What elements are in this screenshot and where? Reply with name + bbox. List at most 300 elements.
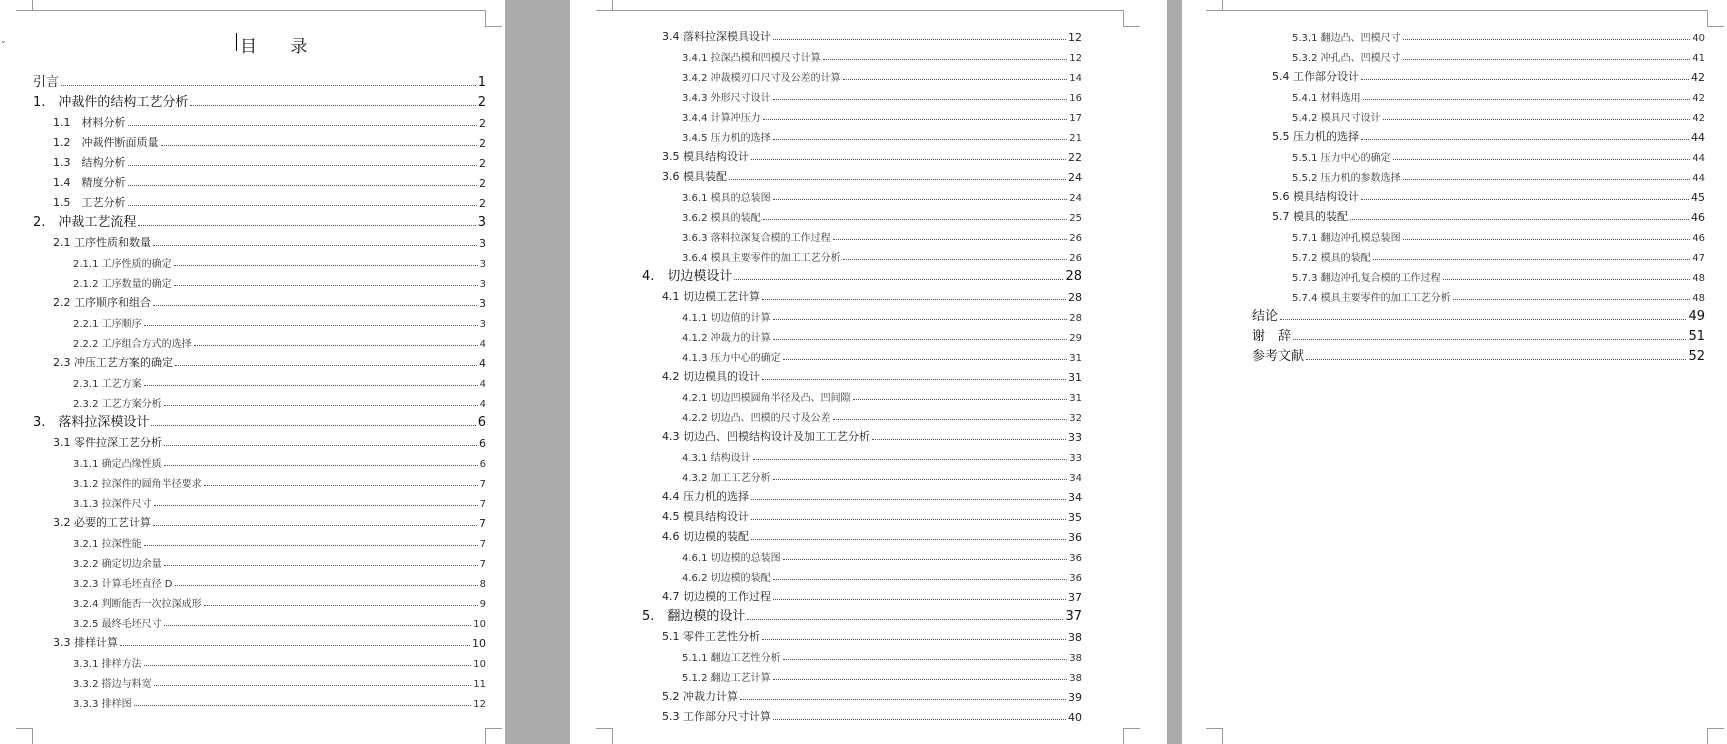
toc-dot-leader bbox=[1393, 159, 1691, 160]
crop-mark-top-left-icon bbox=[16, 0, 33, 11]
toc-dot-leader bbox=[144, 545, 478, 546]
toc-entry[interactable] bbox=[1252, 306, 1705, 324]
toc-dot-leader bbox=[853, 399, 1068, 400]
crop-mark-top-left-icon bbox=[596, 0, 613, 11]
toc-entry-page-number: 24 bbox=[1068, 171, 1082, 184]
toc-entry-page-number: 34 bbox=[1069, 473, 1082, 484]
toc-entry[interactable] bbox=[73, 572, 486, 590]
toc-entry[interactable] bbox=[662, 146, 1082, 164]
toc-entry-title: 4.1 切边模工艺计算 bbox=[662, 290, 760, 303]
toc-entry-page-number: 40 bbox=[1068, 711, 1082, 724]
toc-dot-leader bbox=[1361, 199, 1689, 200]
toc-entry-title: 3.2.3 计算毛坯直径 D bbox=[73, 579, 173, 590]
toc-entry[interactable] bbox=[53, 232, 486, 250]
toc-entry[interactable] bbox=[1292, 226, 1705, 244]
toc-entry[interactable] bbox=[662, 706, 1082, 724]
toc-entry-page-number: 14 bbox=[1069, 73, 1082, 84]
toc-dot-leader bbox=[174, 285, 478, 286]
toc-entry-title: 3.2.1 拉深性能 bbox=[73, 539, 142, 550]
toc-entry-title: 4.2.2 切边凸、凹模的尺寸及公差 bbox=[682, 413, 831, 424]
toc-entry-title: 1.4 精度分析 bbox=[53, 176, 126, 189]
toc-entry-title: 3.6 模具装配 bbox=[662, 170, 727, 183]
toc-entry-title: 4.3.2 加工工艺分析 bbox=[682, 473, 771, 484]
toc-entry-page-number: 10 bbox=[472, 637, 486, 650]
toc-entry-page-number: 3 bbox=[479, 237, 486, 250]
toc-entry[interactable] bbox=[682, 306, 1082, 324]
toc-entry-page-number: 39 bbox=[1068, 691, 1082, 704]
toc-entry-page-number: 10 bbox=[473, 619, 486, 630]
toc-entry[interactable] bbox=[662, 686, 1082, 704]
toc-entry-page-number: 31 bbox=[1069, 393, 1082, 404]
toc-entry-title: 4.1.2 冲裁力的计算 bbox=[682, 333, 771, 344]
toc-entry-page-number: 33 bbox=[1069, 453, 1082, 464]
toc-dot-leader bbox=[751, 159, 1066, 160]
toc-entry[interactable] bbox=[33, 92, 486, 110]
toc-dot-leader bbox=[1403, 39, 1691, 40]
toc-entry-title: 3.4 落料拉深模具设计 bbox=[662, 30, 771, 43]
toc-entry[interactable] bbox=[682, 66, 1082, 84]
toc-entry[interactable] bbox=[53, 512, 486, 530]
toc-entry-page-number: 6 bbox=[477, 415, 486, 430]
crop-mark-bottom-right-icon bbox=[1123, 728, 1140, 744]
toc-dot-leader bbox=[753, 459, 1068, 460]
toc-entry-page-number: 44 bbox=[1692, 153, 1705, 164]
toc-entry[interactable] bbox=[662, 506, 1082, 524]
toc-entry-title: 2.2 工序顺序和组合 bbox=[53, 296, 151, 309]
toc-entry-page-number: 41 bbox=[1692, 53, 1705, 64]
toc-dot-leader bbox=[134, 705, 472, 706]
toc-entry[interactable] bbox=[662, 486, 1082, 504]
toc-entry-title: 3.4.2 冲裁模刃口尺寸及公差的计算 bbox=[682, 73, 841, 84]
toc-entry-page-number: 31 bbox=[1069, 353, 1082, 364]
toc-entry-title: 3.3.3 排样图 bbox=[73, 699, 132, 710]
toc-dot-leader bbox=[1443, 279, 1691, 280]
crop-mark-top-right-icon bbox=[1707, 10, 1724, 27]
toc-entry[interactable] bbox=[642, 266, 1082, 284]
toc-entry-page-number: 2 bbox=[479, 137, 486, 150]
toc-dot-leader bbox=[740, 699, 1066, 700]
toc-dot-leader bbox=[773, 99, 1068, 100]
toc-dot-leader bbox=[61, 85, 476, 86]
toc-entry-page-number: 28 bbox=[1065, 269, 1082, 284]
toc-dot-leader bbox=[164, 405, 478, 406]
toc-entry-title: 4.6.2 切边模的装配 bbox=[682, 573, 771, 584]
toc-entry[interactable] bbox=[33, 72, 486, 90]
toc-entry-page-number: 3 bbox=[477, 215, 486, 230]
toc-entry[interactable] bbox=[682, 566, 1082, 584]
toc-entry-title: 5.3.1 翻边凸、凹模尺寸 bbox=[1292, 33, 1401, 44]
toc-entry[interactable] bbox=[73, 592, 486, 610]
toc-dot-leader bbox=[1373, 259, 1691, 260]
crop-mark-bottom-left-icon bbox=[1206, 728, 1223, 744]
toc-entry[interactable] bbox=[682, 86, 1082, 104]
toc-title: 目 录 bbox=[240, 37, 322, 57]
toc-dot-leader bbox=[872, 439, 1066, 440]
toc-entry[interactable] bbox=[73, 492, 486, 510]
toc-dot-leader bbox=[773, 319, 1068, 320]
toc-entry[interactable] bbox=[1292, 266, 1705, 284]
toc-entry-title: 5.1.1 翻边工艺性分析 bbox=[682, 653, 781, 664]
toc-entry[interactable] bbox=[53, 112, 486, 130]
toc-entry-page-number: 34 bbox=[1068, 491, 1082, 504]
toc-dot-leader bbox=[1383, 119, 1691, 120]
toc-entry[interactable] bbox=[1292, 26, 1705, 44]
toc-dot-leader bbox=[174, 265, 478, 266]
toc-entry-title: 2.2.1 工序顺序 bbox=[73, 319, 142, 330]
toc-dot-leader bbox=[843, 259, 1068, 260]
toc-entry[interactable] bbox=[1292, 146, 1705, 164]
toc-entry-title: 5.6 模具结构设计 bbox=[1272, 190, 1359, 203]
toc-entry-page-number: 38 bbox=[1068, 631, 1082, 644]
toc-dot-leader bbox=[204, 485, 478, 486]
toc-entry-page-number: 47 bbox=[1692, 253, 1705, 264]
toc-dot-leader bbox=[762, 639, 1066, 640]
toc-entry[interactable] bbox=[1272, 66, 1705, 84]
toc-dot-leader bbox=[153, 305, 477, 306]
toc-entry-page-number: 37 bbox=[1068, 591, 1082, 604]
toc-entry-title: 3.2 必要的工艺计算 bbox=[53, 516, 151, 529]
toc-entry[interactable] bbox=[662, 286, 1082, 304]
toc-entry-page-number: 29 bbox=[1069, 333, 1082, 344]
toc-entry[interactable] bbox=[73, 312, 486, 330]
toc-entry-page-number: 6 bbox=[479, 459, 486, 470]
toc-entry[interactable] bbox=[1292, 166, 1705, 184]
toc-entry[interactable] bbox=[682, 666, 1082, 684]
toc-entry-page-number: 3 bbox=[479, 297, 486, 310]
toc-entry-title: 3.6.1 模具的总装图 bbox=[682, 193, 771, 204]
toc-entry-title: 4.3.1 结构设计 bbox=[682, 453, 751, 464]
toc-entry-title: 3.5 模具结构设计 bbox=[662, 150, 749, 163]
toc-entry-title: 3.2.5 最终毛坯尺寸 bbox=[73, 619, 162, 630]
toc-entry-page-number: 7 bbox=[479, 499, 486, 510]
toc-entry[interactable] bbox=[73, 332, 486, 350]
toc-dot-leader bbox=[1453, 299, 1691, 300]
toc-entry[interactable] bbox=[682, 46, 1082, 64]
toc-entry-title: 3.4.3 外形尺寸设计 bbox=[682, 93, 771, 104]
toc-dot-leader bbox=[151, 425, 475, 426]
toc-entry-title: 5.1 零件工艺性分析 bbox=[662, 630, 760, 643]
toc-entry-title: 2.2.2 工序组合方式的选择 bbox=[73, 339, 192, 350]
toc-entry[interactable] bbox=[53, 132, 486, 150]
toc-entry[interactable] bbox=[682, 206, 1082, 224]
toc-dot-leader bbox=[164, 465, 478, 466]
toc-entry-title: 3.4.4 计算冲压力 bbox=[682, 113, 761, 124]
toc-dot-leader bbox=[1280, 319, 1686, 320]
toc-entry[interactable] bbox=[1272, 186, 1705, 204]
toc-entry-title: 5.1.2 翻边工艺计算 bbox=[682, 673, 771, 684]
toc-dot-leader bbox=[164, 625, 472, 626]
toc-dot-leader bbox=[1306, 359, 1686, 360]
toc-entry-title: 3.1.3 拉深件尺寸 bbox=[73, 499, 152, 510]
toc-dot-leader bbox=[747, 619, 1063, 620]
toc-dot-leader bbox=[144, 665, 472, 666]
toc-entry-page-number: 4 bbox=[479, 379, 486, 390]
toc-entry-page-number: 45 bbox=[1691, 191, 1705, 204]
toc-entry[interactable] bbox=[73, 652, 486, 670]
toc-entry-page-number: 35 bbox=[1068, 511, 1082, 524]
toc-entry[interactable] bbox=[73, 672, 486, 690]
toc-dot-leader bbox=[1403, 179, 1691, 180]
toc-entry-page-number: 7 bbox=[479, 559, 486, 570]
page-margin-marker-icon: ⌄ bbox=[0, 36, 7, 45]
toc-entry-title: 5.4.1 材料选用 bbox=[1292, 93, 1361, 104]
toc-entry[interactable] bbox=[682, 546, 1082, 564]
toc-entry[interactable] bbox=[662, 366, 1082, 384]
toc-dot-leader bbox=[1361, 79, 1689, 80]
toc-entry-title: 2.3.1 工艺方案 bbox=[73, 379, 142, 390]
toc-entry-page-number: 7 bbox=[479, 479, 486, 490]
toc-entry-page-number: 28 bbox=[1068, 291, 1082, 304]
toc-entry[interactable] bbox=[53, 152, 486, 170]
toc-entry-title: 3.1 零件拉深工艺分析 bbox=[53, 436, 162, 449]
toc-dot-leader bbox=[1363, 99, 1691, 100]
toc-dot-leader bbox=[154, 685, 472, 686]
toc-entry-page-number: 24 bbox=[1069, 193, 1082, 204]
toc-entry[interactable] bbox=[53, 172, 486, 190]
toc-entry-page-number: 46 bbox=[1691, 211, 1705, 224]
toc-entry-page-number: 4 bbox=[479, 399, 486, 410]
toc-entry-page-number: 42 bbox=[1692, 113, 1705, 124]
toc-dot-leader bbox=[751, 539, 1066, 540]
toc-entry[interactable] bbox=[1252, 326, 1705, 344]
toc-dot-leader bbox=[762, 299, 1066, 300]
toc-entry[interactable] bbox=[73, 532, 486, 550]
toc-entry-page-number: 10 bbox=[473, 659, 486, 670]
toc-entry-page-number: 4 bbox=[479, 357, 486, 370]
toc-entry-page-number: 11 bbox=[473, 679, 486, 690]
toc-entry[interactable] bbox=[662, 586, 1082, 604]
toc-dot-leader bbox=[164, 445, 477, 446]
toc-dot-leader bbox=[763, 119, 1068, 120]
toc-entry-title: 3. 落料拉深模设计 bbox=[33, 415, 150, 430]
toc-dot-leader bbox=[128, 185, 478, 186]
toc-entry-title: 谢 辞 bbox=[1252, 329, 1292, 344]
toc-entry-title: 5. 翻边模的设计 bbox=[642, 609, 746, 624]
toc-entry-page-number: 37 bbox=[1065, 609, 1082, 624]
toc-entry-title: 3.1.2 拉深件的圆角半径要求 bbox=[73, 479, 202, 490]
toc-entry-page-number: 6 bbox=[479, 437, 486, 450]
toc-entry[interactable] bbox=[662, 426, 1082, 444]
page-top-margin-line bbox=[1223, 10, 1707, 11]
toc-dot-leader bbox=[194, 345, 478, 346]
toc-entry[interactable] bbox=[53, 432, 486, 450]
toc-entry-title: 3.3.1 排样方法 bbox=[73, 659, 142, 670]
toc-entry[interactable] bbox=[682, 466, 1082, 484]
toc-dot-leader bbox=[783, 559, 1068, 560]
toc-entry-page-number: 7 bbox=[479, 539, 486, 550]
toc-dot-leader bbox=[153, 525, 477, 526]
toc-entry-title: 2. 冲裁工艺流程 bbox=[33, 215, 137, 230]
toc-entry-page-number: 32 bbox=[1069, 413, 1082, 424]
toc-entry[interactable] bbox=[662, 26, 1082, 44]
toc-entry[interactable] bbox=[1292, 106, 1705, 124]
toc-entry-title: 1.2 冲裁件断面质量 bbox=[53, 136, 159, 149]
toc-entry[interactable] bbox=[682, 126, 1082, 144]
toc-entry-title: 3.4.5 压力机的选择 bbox=[682, 133, 771, 144]
page-top-margin-line bbox=[613, 10, 1123, 11]
toc-entry[interactable] bbox=[73, 472, 486, 490]
toc-dot-leader bbox=[1293, 339, 1686, 340]
text-cursor bbox=[236, 33, 237, 51]
toc-dot-leader bbox=[823, 59, 1068, 60]
toc-dot-leader bbox=[138, 225, 475, 226]
toc-dot-leader bbox=[734, 279, 1063, 280]
toc-entry-page-number: 2 bbox=[479, 117, 486, 130]
toc-entry[interactable] bbox=[682, 326, 1082, 344]
toc-entry-title: 4.6 切边模的装配 bbox=[662, 530, 749, 543]
toc-dot-leader bbox=[751, 519, 1066, 520]
toc-entry-page-number: 36 bbox=[1069, 573, 1082, 584]
toc-entry[interactable] bbox=[73, 612, 486, 630]
page-top-margin-line bbox=[33, 10, 485, 11]
toc-entry-title: 1. 冲裁件的结构工艺分析 bbox=[33, 95, 189, 110]
toc-entry[interactable] bbox=[53, 192, 486, 210]
toc-entry-page-number: 51 bbox=[1688, 329, 1705, 344]
crop-mark-top-right-icon bbox=[1123, 10, 1140, 27]
toc-dot-leader bbox=[773, 579, 1068, 580]
toc-entry-title: 5.5 压力机的选择 bbox=[1272, 130, 1359, 143]
toc-dot-leader bbox=[153, 245, 477, 246]
toc-entry[interactable] bbox=[642, 606, 1082, 624]
toc-entry[interactable] bbox=[682, 246, 1082, 264]
toc-entry[interactable] bbox=[662, 526, 1082, 544]
toc-entry[interactable] bbox=[662, 626, 1082, 644]
toc-entry-title: 3.3.2 搭边与料宽 bbox=[73, 679, 152, 690]
toc-dot-leader bbox=[175, 365, 477, 366]
toc-entry-page-number: 2 bbox=[477, 95, 486, 110]
toc-entry-page-number: 3 bbox=[479, 259, 486, 270]
toc-entry-page-number: 12 bbox=[1069, 53, 1082, 64]
crop-mark-bottom-left-icon bbox=[16, 728, 33, 744]
toc-entry-page-number: 38 bbox=[1069, 653, 1082, 664]
toc-entry-page-number: 1 bbox=[477, 75, 486, 90]
toc-entry-title: 4.2.1 切边凹模圆角半径及凸、凹间隙 bbox=[682, 393, 851, 404]
toc-dot-leader bbox=[773, 719, 1066, 720]
toc-entry[interactable] bbox=[1272, 206, 1705, 224]
toc-dot-leader bbox=[773, 339, 1068, 340]
toc-entry-page-number: 48 bbox=[1692, 293, 1705, 304]
toc-entry-title: 结论 bbox=[1252, 309, 1279, 324]
toc-entry-page-number: 9 bbox=[479, 599, 486, 610]
toc-entry-page-number: 26 bbox=[1069, 253, 1082, 264]
toc-entry[interactable] bbox=[1272, 126, 1705, 144]
toc-dot-leader bbox=[843, 79, 1068, 80]
toc-entry[interactable] bbox=[682, 446, 1082, 464]
toc-entry[interactable] bbox=[682, 346, 1082, 364]
toc-entry[interactable] bbox=[53, 632, 486, 650]
toc-dot-leader bbox=[144, 325, 478, 326]
toc-entry-page-number: 17 bbox=[1069, 113, 1082, 124]
toc-entry-title: 4.1.3 压力中心的确定 bbox=[682, 353, 781, 364]
toc-dot-leader bbox=[833, 419, 1068, 420]
toc-entry[interactable] bbox=[33, 212, 486, 230]
toc-entry-title: 4.2 切边模具的设计 bbox=[662, 370, 760, 383]
toc-entry[interactable] bbox=[73, 452, 486, 470]
document-page-1 bbox=[0, 0, 505, 744]
toc-dot-leader bbox=[773, 199, 1068, 200]
toc-dot-leader bbox=[773, 139, 1068, 140]
toc-entry[interactable] bbox=[73, 692, 486, 710]
toc-entry[interactable] bbox=[682, 646, 1082, 664]
toc-entry-title: 5.4.2 模具尺寸设计 bbox=[1292, 113, 1381, 124]
toc-entry[interactable] bbox=[73, 552, 486, 570]
toc-entry[interactable] bbox=[682, 186, 1082, 204]
toc-dot-leader bbox=[763, 219, 1068, 220]
toc-entry-title: 2.3 冲压工艺方案的确定 bbox=[53, 356, 173, 369]
toc-entry-page-number: 44 bbox=[1692, 173, 1705, 184]
toc-entry-title: 3.6.4 模具主要零件的加工工艺分析 bbox=[682, 253, 841, 264]
toc-entry[interactable] bbox=[1292, 86, 1705, 104]
toc-entry-page-number: 2 bbox=[479, 177, 486, 190]
document-page-2 bbox=[570, 0, 1167, 744]
toc-entry-page-number: 44 bbox=[1691, 131, 1705, 144]
toc-dot-leader bbox=[128, 125, 478, 126]
toc-entry[interactable] bbox=[73, 372, 486, 390]
toc-entry-page-number: 49 bbox=[1688, 309, 1705, 324]
toc-entry-page-number: 3 bbox=[479, 319, 486, 330]
toc-dot-leader bbox=[164, 565, 478, 566]
toc-entry[interactable] bbox=[662, 166, 1082, 184]
toc-dot-leader bbox=[144, 385, 478, 386]
toc-dot-leader bbox=[773, 39, 1066, 40]
toc-entry[interactable] bbox=[682, 406, 1082, 424]
toc-dot-leader bbox=[762, 379, 1066, 380]
toc-entry-page-number: 33 bbox=[1068, 431, 1082, 444]
toc-entry-page-number: 38 bbox=[1069, 673, 1082, 684]
toc-dot-leader bbox=[783, 359, 1068, 360]
toc-dot-leader bbox=[120, 645, 470, 646]
toc-dot-leader bbox=[128, 205, 478, 206]
toc-entry-title: 4.6.1 切边模的总装图 bbox=[682, 553, 781, 564]
toc-entry[interactable] bbox=[53, 292, 486, 310]
toc-entry[interactable] bbox=[1292, 286, 1705, 304]
toc-entry-title: 3.1.1 确定凸缘性质 bbox=[73, 459, 162, 470]
toc-entry-title: 5.7.4 模具主要零件的加工工艺分析 bbox=[1292, 293, 1451, 304]
toc-entry[interactable] bbox=[33, 412, 486, 430]
toc-entry-page-number: 42 bbox=[1692, 93, 1705, 104]
toc-entry[interactable] bbox=[682, 226, 1082, 244]
toc-entry[interactable] bbox=[1292, 46, 1705, 64]
crop-mark-top-right-icon bbox=[485, 10, 502, 27]
crop-mark-bottom-left-icon bbox=[596, 728, 613, 744]
toc-entry-title: 4.5 模具结构设计 bbox=[662, 510, 749, 523]
toc-entry[interactable] bbox=[1292, 246, 1705, 264]
toc-entry[interactable] bbox=[682, 106, 1082, 124]
toc-entry[interactable] bbox=[53, 352, 486, 370]
toc-entry-title: 3.2.2 确定切边余量 bbox=[73, 559, 162, 570]
toc-entry-title: 1.1 材料分析 bbox=[53, 116, 126, 129]
toc-entry-page-number: 46 bbox=[1692, 233, 1705, 244]
toc-entry[interactable] bbox=[682, 386, 1082, 404]
toc-entry-title: 2.3.2 工艺方案分析 bbox=[73, 399, 162, 410]
toc-dot-leader bbox=[1403, 59, 1691, 60]
toc-entry-title: 5.7.2 模具的装配 bbox=[1292, 253, 1371, 264]
toc-entry[interactable] bbox=[73, 272, 486, 290]
toc-entry[interactable] bbox=[1252, 346, 1705, 364]
toc-entry-page-number: 4 bbox=[479, 339, 486, 350]
toc-entry[interactable] bbox=[73, 392, 486, 410]
toc-entry-title: 3.6.2 模具的装配 bbox=[682, 213, 761, 224]
toc-entry-page-number: 12 bbox=[473, 699, 486, 710]
toc-entry[interactable] bbox=[73, 252, 486, 270]
toc-entry-title: 5.5.2 压力机的参数选择 bbox=[1292, 173, 1401, 184]
toc-entry-title: 5.2 冲裁力计算 bbox=[662, 690, 738, 703]
toc-entry-title: 1.3 结构分析 bbox=[53, 156, 126, 169]
toc-entry-title: 5.4 工作部分设计 bbox=[1272, 70, 1359, 83]
toc-entry-title: 2.1.2 工序数量的确定 bbox=[73, 279, 172, 290]
toc-dot-leader bbox=[175, 585, 478, 586]
toc-entry-title: 5.7.1 翻边冲孔模总装图 bbox=[1292, 233, 1401, 244]
